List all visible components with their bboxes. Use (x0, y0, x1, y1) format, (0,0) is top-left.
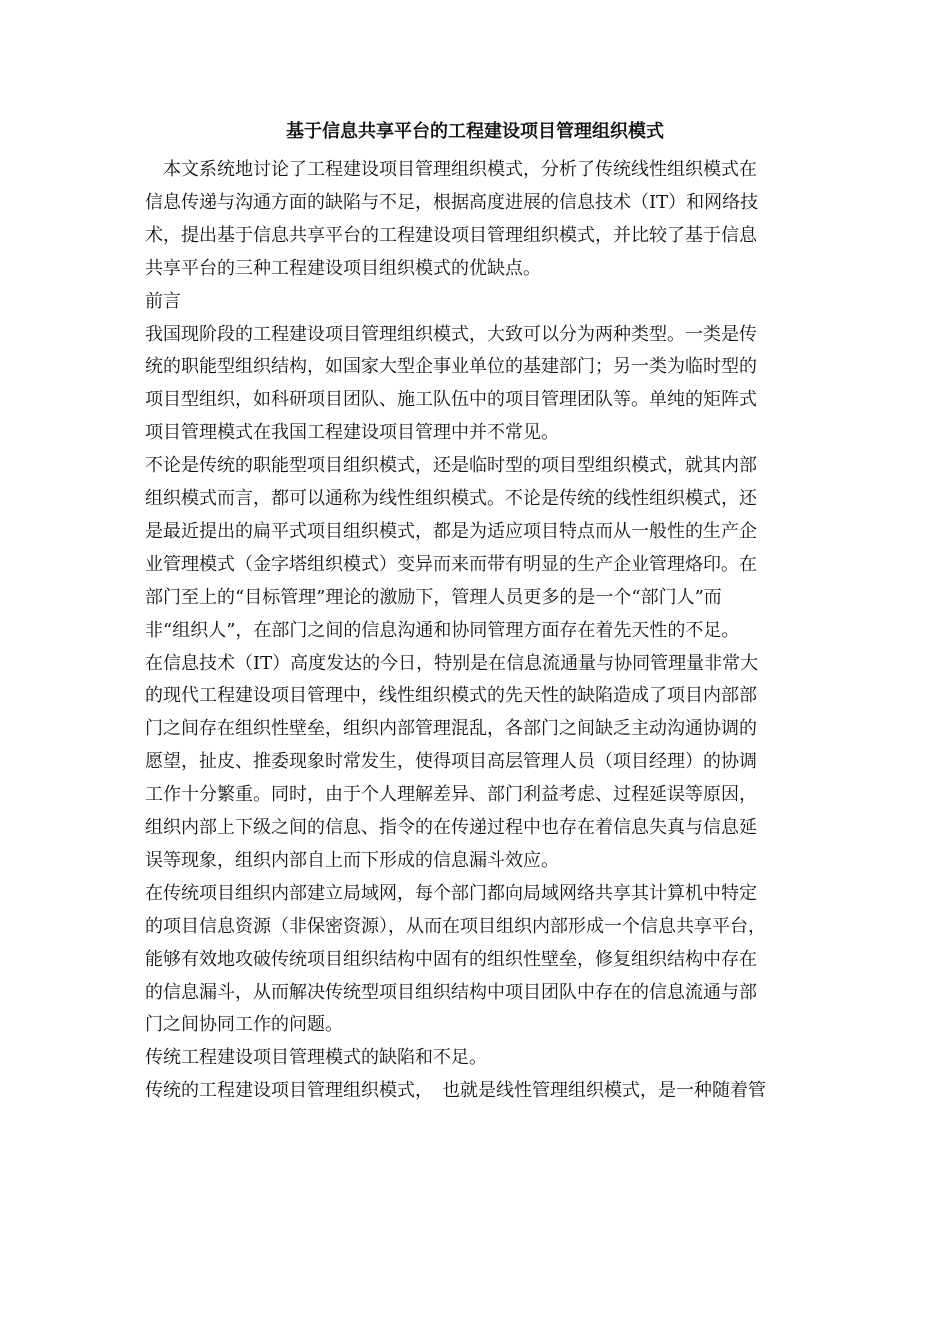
text-line: 在传统项目组织内部建立局域网，每个部门都向局域网络共享其计算机中特定 (145, 883, 757, 904)
text-line: 传统工程建设项目管理模式的缺陷和不足。 (145, 1047, 487, 1068)
text-line: 的现代工程建设项目管理中，线性组织模式的先天性的缺陷造成了项目内部部 (145, 685, 757, 706)
text-line: 部门至上的“目标管理”理论的激励下，管理人员更多的是一个“部门人”而 (145, 587, 722, 608)
text-line: 我国现阶段的工程建设项目管理组织模式，大致可以分为两种类型。一类是传 (145, 324, 757, 345)
text-line: 项目管理模式在我国工程建设项目管理中并不常见。 (145, 422, 559, 443)
text-line: 统的职能型组织结构，如国家大型企事业单位的基建部门；另一类为临时型的 (145, 356, 757, 377)
text-line: 信息传递与沟通方面的缺陷与不足，根据高度进展的信息技术（IT）和网络技 (145, 192, 759, 213)
text-line: 门之间协同工作的问题。 (145, 1014, 343, 1035)
text-line: 业管理模式（金字塔组织模式）变异而来而带有明显的生产企业管理烙印。在 (145, 554, 757, 575)
text-line: 能够有效地攻破传统项目组织结构中固有的组织性壁垒，修复组织结构中存在 (145, 949, 757, 970)
text-line: 愿望，扯皮、推委现象时常发生，使得项目高层管理人员（项目经理）的协调 (145, 751, 757, 772)
text-line: 在信息技术（IT）高度发达的今日，特别是在信息流通量与协同管理量非常大 (145, 653, 759, 674)
text-line: 传统的工程建设项目管理组织模式， 也就是线性管理组织模式，是一种随着管 (145, 1080, 766, 1101)
text-line: 项目型组织，如科研项目团队、施工队伍中的项目管理团队等。单纯的矩阵式 (145, 389, 757, 410)
text-line: 工作十分繁重。同时，由于个人理解差异、部门利益考虑、过程延误等原因， (145, 784, 757, 805)
text-line: 本文系统地讨论了工程建设项目管理组织模式，分析了传统线性组织模式在 (145, 159, 757, 180)
text-line: 组织模式而言，都可以通称为线性组织模式。不论是传统的线性组织模式，还 (145, 488, 757, 509)
text-line: 的项目信息资源（非保密资源），从而在项目组织内部形成一个信息共享平台， (145, 916, 766, 937)
document-title: 基于信息共享平台的工程建设项目管理组织模式 (286, 121, 664, 142)
text-line: 组织内部上下级之间的信息、指令的在传递过程中也存在着信息失真与信息延 (145, 817, 757, 838)
text-line: 前言 (145, 291, 181, 312)
text-line: 门之间存在组织性壁垒，组织内部管理混乱，各部门之间缺乏主动沟通协调的 (145, 718, 757, 739)
text-line: 术，提出基于信息共享平台的工程建设项目管理组织模式，并比较了基于信息 (145, 225, 757, 246)
text-line: 的信息漏斗，从而解决传统型项目组织结构中项目团队中存在的信息流通与部 (145, 982, 757, 1003)
text-line: 非“组织人”，在部门之间的信息沟通和协同管理方面存在着先天性的不足。 (145, 620, 740, 641)
text-line: 是最近提出的扁平式项目组织模式，都是为适应项目特点而从一般性的生产企 (145, 521, 757, 542)
text-line: 不论是传统的职能型项目组织模式，还是临时型的项目型组织模式，就其内部 (145, 455, 757, 476)
text-line: 误等现象，组织内部自上而下形成的信息漏斗效应。 (145, 850, 559, 871)
text-line: 共享平台的三种工程建设项目组织模式的优缺点。 (145, 258, 541, 279)
